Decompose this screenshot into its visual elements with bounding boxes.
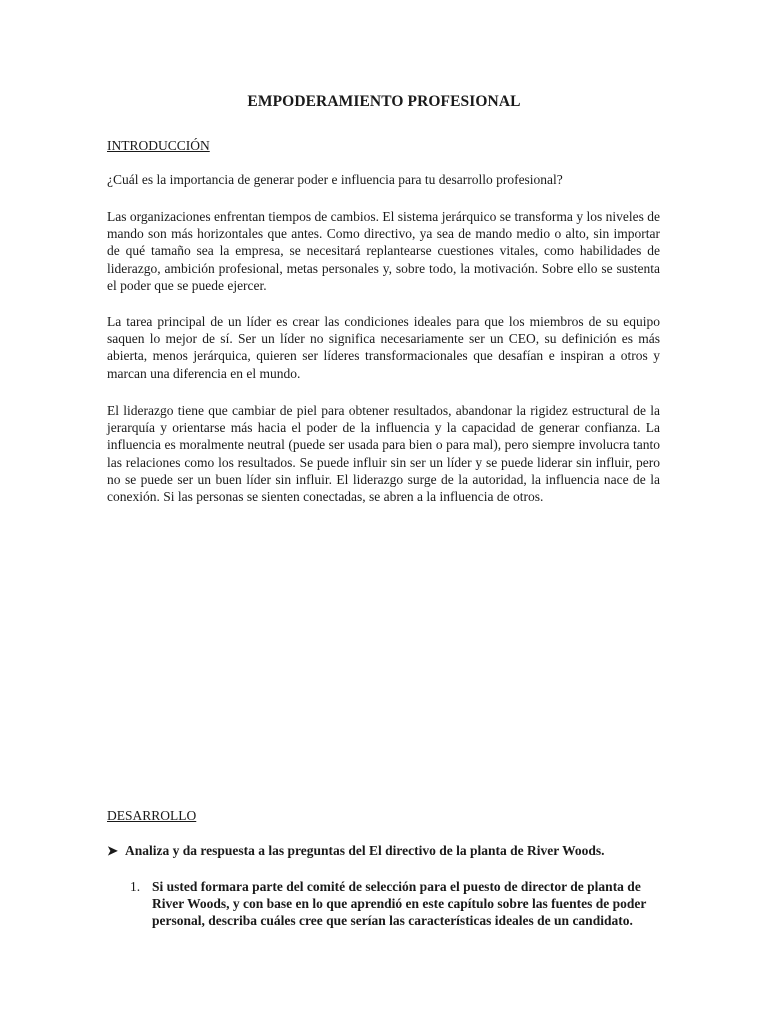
paragraph-leadership-change: El liderazgo tiene que cambiar de piel para obtener resultados, abandonar la rigidez estructural de la jerarquía y orientarse más hacia el poder de la influencia y la capacidad de generar confianza. La influencia es moralmente neutral (puede ser usada para bien o para mal), pero siempre involucra tanto las relaciones como los resultados. Se puede influir sin ser un líder y se puede liderar sin influir, pero no se puede ser un buen líder sin influir. El liderazgo surge de la autoridad, la influencia nace de la conexión. Si las personas se sienten conectadas, se abren a la influencia de otros. <box>107 403 660 505</box>
document-title: EMPODERAMIENTO PROFESIONAL <box>247 93 521 110</box>
list-number: 1. <box>130 879 141 894</box>
bullet-item <box>107 842 667 859</box>
list-item-text: Si usted formara parte del comité de selección para el puesto de director de planta de River Woods, y con base en lo que aprendió en este capítulo sobre las fuentes de poder personal, describa cuáles cree que serían las características ideales de un candidato. <box>152 879 647 929</box>
bullet-item-text: Analiza y da respuesta a las preguntas del El directivo de la planta de River Woods. <box>125 843 605 858</box>
development-heading: DESARROLLO <box>107 808 197 823</box>
numbered-list-item <box>130 878 670 930</box>
paragraph-leader-task: La tarea principal de un líder es crear las condiciones ideales para que los miembros de su equipo saquen lo mejor de sí. Ser un líder no significa necesariamente ser un CEO, su definición es más abierta, menos jerárquica, quieren ser líderes transformacionales que desafían e inspiran a otros y marcan una diferencia en el mundo. <box>107 314 660 381</box>
intro-heading: INTRODUCCIÓN <box>107 138 210 153</box>
paragraph-organizations: Las organizaciones enfrentan tiempos de cambios. El sistema jerárquico se transforma y los niveles de mando son más horizontales que antes. Como directivo, ya sea de mando medio o alto, sin importar de qué tamaño sea la empresa, se necesitará replantearse cuestiones vitales, como habilidades de liderazgo, ambición profesional, metas personales y, sobre todo, la motivación. Sobre ello se sustenta el poder que se puede ejercer. <box>107 209 660 293</box>
paragraph-question: ¿Cuál es la importancia de generar poder e influencia para tu desarrollo profesional? <box>107 172 563 187</box>
arrow-bullet-icon: ➤ <box>107 843 118 858</box>
